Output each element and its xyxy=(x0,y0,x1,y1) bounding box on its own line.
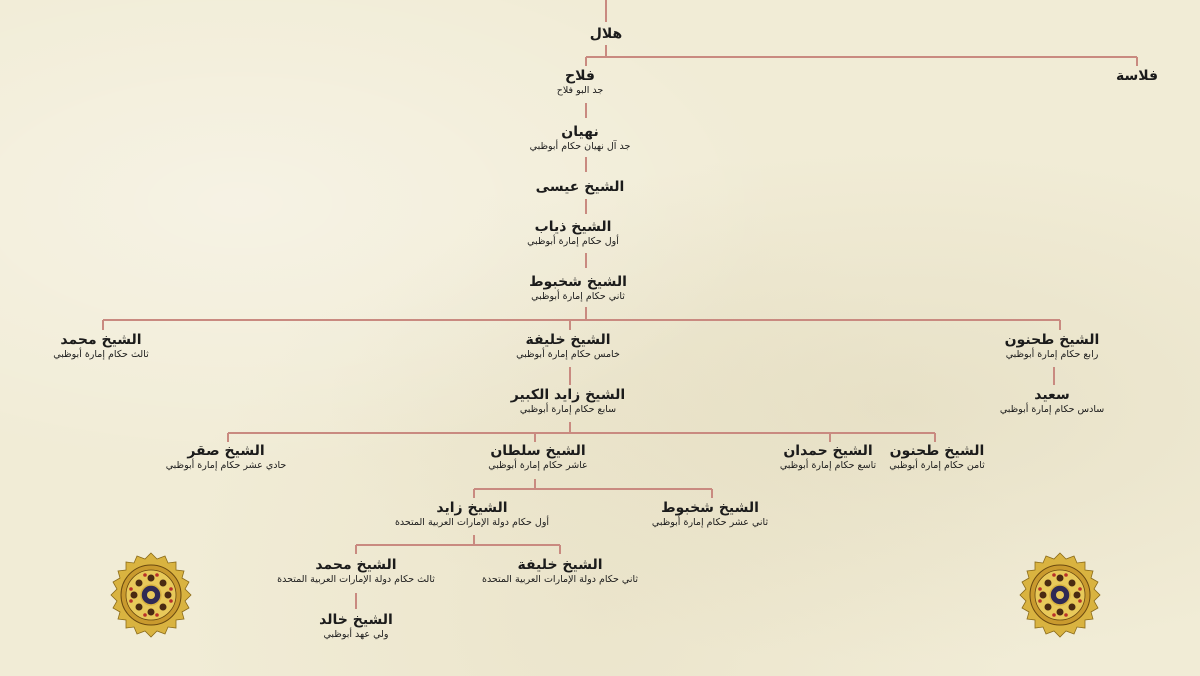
node-subtitle: أول حكام دولة الإمارات العربية المتحدة xyxy=(394,517,550,528)
node-name: سعيد xyxy=(1034,387,1070,403)
node-saeed xyxy=(1000,387,1104,416)
ornament-medallion-right xyxy=(1017,552,1103,638)
node-nahyan xyxy=(530,124,631,153)
node-name: هلال xyxy=(589,26,623,42)
node-name: الشيخ خالد xyxy=(319,612,393,628)
node-name: الشيخ عيسى xyxy=(535,179,625,195)
node-name: الشيخ زايد الكبير xyxy=(510,387,626,403)
node-falah xyxy=(557,68,604,97)
node-subtitle: خامس حكام إمارة أبوظبي xyxy=(516,349,620,360)
node-name: الشيخ شخبوط xyxy=(529,274,627,290)
node-name: الشيخ شخبوط xyxy=(661,500,759,516)
node-subtitle: حادي عشر حكام إمارة أبوظبي xyxy=(165,460,287,471)
node-subtitle: رابع حكام إمارة أبوظبي xyxy=(1005,349,1099,360)
node-zayed xyxy=(395,500,549,529)
node-subtitle: عاشر حكام إمارة أبوظبي xyxy=(488,460,588,471)
node-khalifa-2 xyxy=(482,557,638,586)
node-name: الشيخ محمد xyxy=(315,557,397,573)
node-subtitle: ولي عهد أبوظبي xyxy=(323,629,389,640)
node-name: الشيخ حمدان xyxy=(783,443,873,459)
node-subtitle: جد البو فلاح xyxy=(556,85,604,96)
node-subtitle: ثالث حكام دولة الإمارات العربية المتحدة xyxy=(277,574,435,585)
node-name: الشيخ صقر xyxy=(187,443,265,459)
node-tahnoun-2 xyxy=(889,443,985,472)
node-subtitle: سابع حكام إمارة أبوظبي xyxy=(519,404,617,415)
node-hamdan xyxy=(780,443,876,472)
node-name: فلاح xyxy=(565,68,595,84)
node-sultan xyxy=(488,443,587,472)
node-tahnoun-1 xyxy=(1005,332,1100,361)
node-name: الشيخ طحنون xyxy=(1004,332,1100,348)
node-falasa xyxy=(1116,68,1158,85)
node-mohammed-1 xyxy=(53,332,148,361)
node-name: الشيخ زايد xyxy=(436,500,508,516)
node-shakhbut-2 xyxy=(652,500,768,529)
ornament-medallion-left xyxy=(108,552,194,638)
node-saqr xyxy=(166,443,287,472)
node-subtitle: تاسع حكام إمارة أبوظبي xyxy=(779,460,877,471)
node-name: فلاسة xyxy=(1115,68,1159,84)
node-subtitle: سادس حكام إمارة أبوظبي xyxy=(999,404,1105,415)
node-hilal xyxy=(590,26,622,43)
node-name: الشيخ طحنون xyxy=(889,443,985,459)
node-subtitle: أول حكام إمارة أبوظبي xyxy=(527,236,619,247)
node-khalifa-1 xyxy=(516,332,620,361)
node-name: الشيخ خليفة xyxy=(517,557,603,573)
node-subtitle: ثامن حكام إمارة أبوظبي xyxy=(889,460,985,471)
node-shakhbut-1 xyxy=(529,274,627,303)
node-khalid xyxy=(319,612,393,641)
node-name: الشيخ محمد xyxy=(60,332,142,348)
node-subtitle: جد آل نهيان حكام أبوظبي xyxy=(529,141,631,152)
node-name: نهيان xyxy=(561,124,599,140)
node-zayed-kabir xyxy=(511,387,625,416)
node-diab xyxy=(527,219,619,248)
node-subtitle: ثاني حكام دولة الإمارات العربية المتحدة xyxy=(481,574,639,585)
node-mohammed-2 xyxy=(277,557,435,586)
node-name: الشيخ خليفة xyxy=(525,332,611,348)
node-isa xyxy=(536,179,625,196)
node-subtitle: ثالث حكام إمارة أبوظبي xyxy=(53,349,149,360)
node-subtitle: ثاني حكام إمارة أبوظبي xyxy=(531,291,625,302)
node-name: الشيخ سلطان xyxy=(490,443,586,459)
node-subtitle: ثاني عشر حكام إمارة أبوظبي xyxy=(651,517,769,528)
node-name: الشيخ ذياب xyxy=(534,219,612,235)
